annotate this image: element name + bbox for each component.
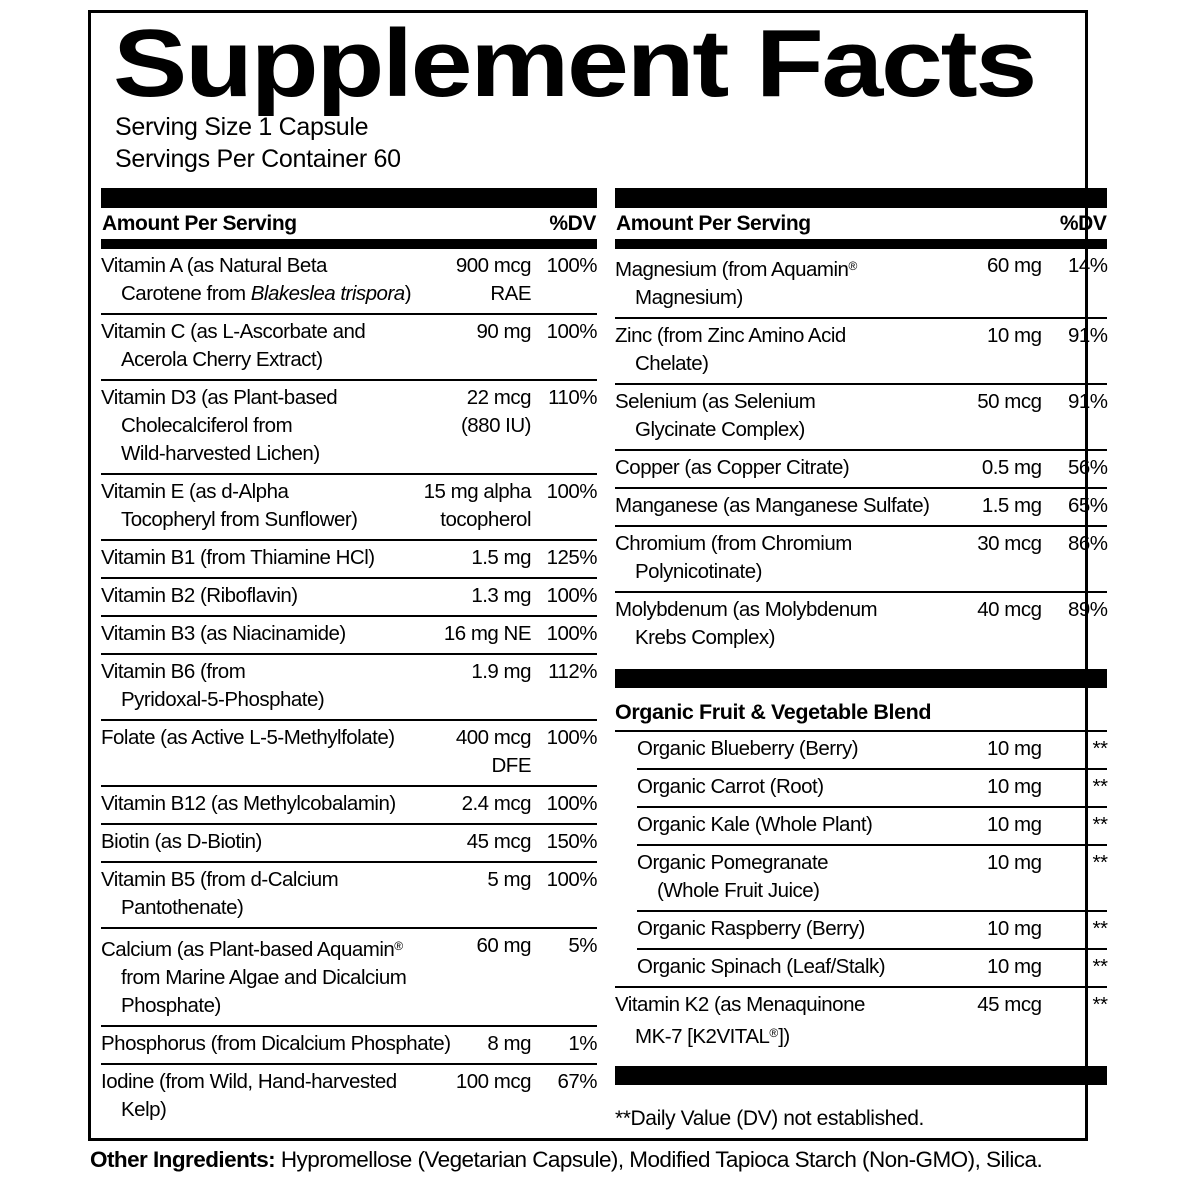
dv-value: 14% <box>1067 254 1108 277</box>
nutrient-name: Vitamin E (as d-Alpha Tocopheryl from Sunflower) <box>101 480 358 531</box>
nutrient-name: Organic Carrot (Root) <box>637 775 824 798</box>
amount-per-serving-header: Amount Per Serving <box>102 212 297 235</box>
dv-value: 67% <box>557 1070 597 1093</box>
amount-value: 40 mcg <box>977 598 1042 621</box>
registered-trademark-symbol: ® <box>769 1026 779 1040</box>
amount-value: 45 mcg <box>466 830 531 853</box>
table-row <box>615 249 1107 319</box>
nutrient-name: Iodine (from Wild, Hand-harvested Kelp) <box>101 1070 397 1121</box>
table-row <box>637 808 1107 846</box>
right-rows-bottom <box>615 986 1107 1056</box>
dv-value: ** <box>1092 775 1108 798</box>
nutrient-name: Molybdenum (as Molybdenum Krebs Complex) <box>615 598 878 649</box>
nutrient-name: Magnesium (from Aquamin® Magnesium) <box>615 258 858 309</box>
nutrient-name: Organic Pomegranate (Whole Fruit Juice) <box>637 851 829 902</box>
amount-value: 8 mg <box>487 1032 531 1055</box>
dv-header: %DV <box>549 212 596 235</box>
registered-trademark-symbol: ® <box>394 939 404 953</box>
dv-value: 125% <box>546 546 597 569</box>
nutrient-name: Vitamin D3 (as Plant-based Cholecalciferol from Wild-harvested Lichen) <box>101 386 338 465</box>
nutrient-name: Vitamin B2 (Riboflavin) <box>101 584 298 607</box>
amount-value: 100 mcg <box>455 1070 531 1093</box>
amount-value: 1.5 mg <box>981 494 1042 517</box>
serving-size-line: Serving Size 1 Capsule <box>115 113 369 141</box>
dv-value: 100% <box>546 320 597 343</box>
dv-value: 100% <box>546 792 597 815</box>
amount-value: 22 mcg (880 IU) <box>460 386 531 437</box>
table-row <box>101 863 597 929</box>
table-row <box>101 249 597 315</box>
dv-value: 110% <box>548 386 597 409</box>
dv-value: ** <box>1092 851 1108 874</box>
table-row <box>101 315 597 381</box>
dv-value: 5% <box>568 934 597 957</box>
amount-value: 90 mg <box>476 320 531 343</box>
nutrient-name: Vitamin B5 (from d-Calcium Pantothenate) <box>101 868 339 919</box>
nutrient-name: Folate (as Active L-5-Methylfolate) <box>101 726 395 749</box>
left-column <box>101 188 606 1138</box>
nutrient-name: Vitamin B6 (from Pyridoxal-5-Phosphate) <box>101 660 325 711</box>
right-column <box>606 188 1107 1138</box>
right-top-bar <box>615 188 1107 208</box>
table-row <box>101 655 597 721</box>
table-row <box>615 451 1107 489</box>
table-row <box>615 593 1107 657</box>
facts-columns <box>101 188 1108 1138</box>
nutrient-name: Vitamin B12 (as Methylcobalamin) <box>101 792 396 815</box>
table-row <box>101 1027 597 1065</box>
dv-value: 150% <box>546 830 597 853</box>
table-row <box>637 770 1107 808</box>
supplement-facts-panel <box>88 10 1108 1141</box>
nutrient-name: Organic Blueberry (Berry) <box>637 737 859 760</box>
italic-species-name: Blakeslea trispora <box>250 282 405 305</box>
amount-value: 900 mcg RAE <box>455 254 531 305</box>
table-row <box>101 929 597 1027</box>
nutrient-name: Vitamin K2 (as Menaquinone MK-7 [K2VITAL®]) <box>615 993 865 1048</box>
nutrient-name: Calcium (as Plant-based Aquamin® from Marine Algae and Dicalcium Phosphate) <box>101 938 407 1017</box>
table-row <box>615 319 1107 385</box>
other-ingredients-text: Hypromellose (Vegetarian Capsule), Modified Tapioca Starch (Non-GMO), Silica. <box>275 1147 1043 1172</box>
amount-value: 45 mcg <box>977 993 1042 1016</box>
left-column-header <box>101 208 597 239</box>
amount-value: 60 mg <box>476 934 531 957</box>
other-ingredients-label: Other Ingredients: <box>90 1147 276 1172</box>
dv-value: 112% <box>548 660 597 683</box>
left-rows <box>101 249 597 1129</box>
page-title: Supplement Facts <box>113 10 1036 117</box>
other-ingredients-line <box>90 1147 1170 1173</box>
amount-value: 0.5 mg <box>981 456 1042 479</box>
table-row <box>615 489 1107 527</box>
nutrient-name: Vitamin A (as Natural Beta Carotene from Blakeslea trispora) <box>101 254 412 305</box>
nutrient-name: Organic Kale (Whole Plant) <box>637 813 873 836</box>
dv-value: 56% <box>1067 456 1108 479</box>
dv-value: ** <box>1092 737 1108 760</box>
amount-value: 10 mg <box>987 955 1042 978</box>
dv-value: ** <box>1092 993 1108 1016</box>
amount-value: 1.9 mg <box>471 660 531 683</box>
table-row <box>637 732 1107 770</box>
dv-value: 100% <box>546 584 597 607</box>
nutrient-name: Zinc (from Zinc Amino Acid Chelate) <box>615 324 846 375</box>
table-row <box>101 475 597 541</box>
blend-rows <box>615 732 1107 986</box>
dv-value: 1% <box>568 1032 597 1055</box>
nutrient-name: Vitamin B3 (as Niacinamide) <box>101 622 346 645</box>
nutrient-name: Selenium (as Selenium Glycinate Complex) <box>615 390 816 441</box>
amount-value: 5 mg <box>487 868 531 891</box>
dv-value: 91% <box>1067 390 1108 413</box>
nutrient-name: Vitamin C (as L-Ascorbate and Acerola Cherry Extract) <box>101 320 366 371</box>
amount-value: 30 mcg <box>977 532 1042 555</box>
left-header-bar <box>101 239 597 249</box>
dv-footnote: **Daily Value (DV) not established. <box>615 1107 924 1130</box>
dv-value: 100% <box>546 254 597 277</box>
table-row <box>101 381 597 475</box>
amount-value: 16 mg NE <box>443 622 531 645</box>
dv-value: 86% <box>1067 532 1108 555</box>
dv-value: ** <box>1092 813 1108 836</box>
amount-value: 1.5 mg <box>471 546 531 569</box>
dv-value: 100% <box>546 622 597 645</box>
nutrient-name: Organic Spinach (Leaf/Stalk) <box>637 955 886 978</box>
registered-trademark-symbol: ® <box>848 259 858 273</box>
dv-header: %DV <box>1059 212 1107 235</box>
dv-value: 89% <box>1067 598 1108 621</box>
amount-value: 1.3 mg <box>471 584 531 607</box>
table-row <box>615 527 1107 593</box>
right-header-bar <box>615 239 1107 249</box>
amount-value: 10 mg <box>987 737 1042 760</box>
nutrient-name: Copper (as Copper Citrate) <box>615 456 850 479</box>
nutrient-name: Chromium (from Chromium Polynicotinate) <box>615 532 852 583</box>
nutrient-name: Biotin (as D-Biotin) <box>101 830 262 853</box>
table-row <box>637 912 1107 950</box>
amount-per-serving-header: Amount Per Serving <box>616 212 811 235</box>
dv-value: 100% <box>546 868 597 891</box>
table-row <box>615 986 1107 1056</box>
dv-value: ** <box>1092 955 1108 978</box>
dv-value: 65% <box>1067 494 1108 517</box>
table-row <box>101 825 597 863</box>
amount-value: 10 mg <box>987 851 1042 874</box>
table-row <box>101 617 597 655</box>
dv-value: 91% <box>1067 324 1108 347</box>
amount-value: 15 mg alpha tocopherol <box>423 480 531 531</box>
table-row <box>101 787 597 825</box>
amount-value: 2.4 mcg <box>461 792 531 815</box>
table-row <box>637 846 1107 912</box>
amount-value: 50 mcg <box>977 390 1042 413</box>
left-top-bar <box>101 188 597 208</box>
dv-value: ** <box>1092 917 1108 940</box>
table-row <box>101 541 597 579</box>
dv-value: 100% <box>546 726 597 749</box>
amount-value: 10 mg <box>987 324 1042 347</box>
amount-value: 60 mg <box>987 254 1042 277</box>
table-row <box>101 721 597 787</box>
nutrient-name: Manganese (as Manganese Sulfate) <box>615 494 930 517</box>
amount-value: 10 mg <box>987 917 1042 940</box>
nutrient-name: Organic Raspberry (Berry) <box>637 917 865 940</box>
nutrient-name: Vitamin B1 (from Thiamine HCl) <box>101 546 375 569</box>
amount-value: 10 mg <box>987 775 1042 798</box>
nutrient-name: Phosphorus (from Dicalcium Phosphate) <box>101 1032 451 1055</box>
right-column-header <box>615 208 1107 239</box>
table-row <box>637 950 1107 986</box>
blend-heading: Organic Fruit & Vegetable Blend <box>615 688 1107 732</box>
table-row <box>615 385 1107 451</box>
blend-section-bar <box>615 669 1107 688</box>
table-row <box>101 1065 597 1129</box>
amount-value: 10 mg <box>987 813 1042 836</box>
servings-per-container-line: Servings Per Container 60 <box>115 145 401 173</box>
footnote-bar <box>615 1066 1107 1085</box>
right-rows-top <box>615 249 1107 657</box>
dv-value: 100% <box>546 480 597 503</box>
amount-value: 400 mcg DFE <box>455 726 531 777</box>
table-row <box>101 579 597 617</box>
